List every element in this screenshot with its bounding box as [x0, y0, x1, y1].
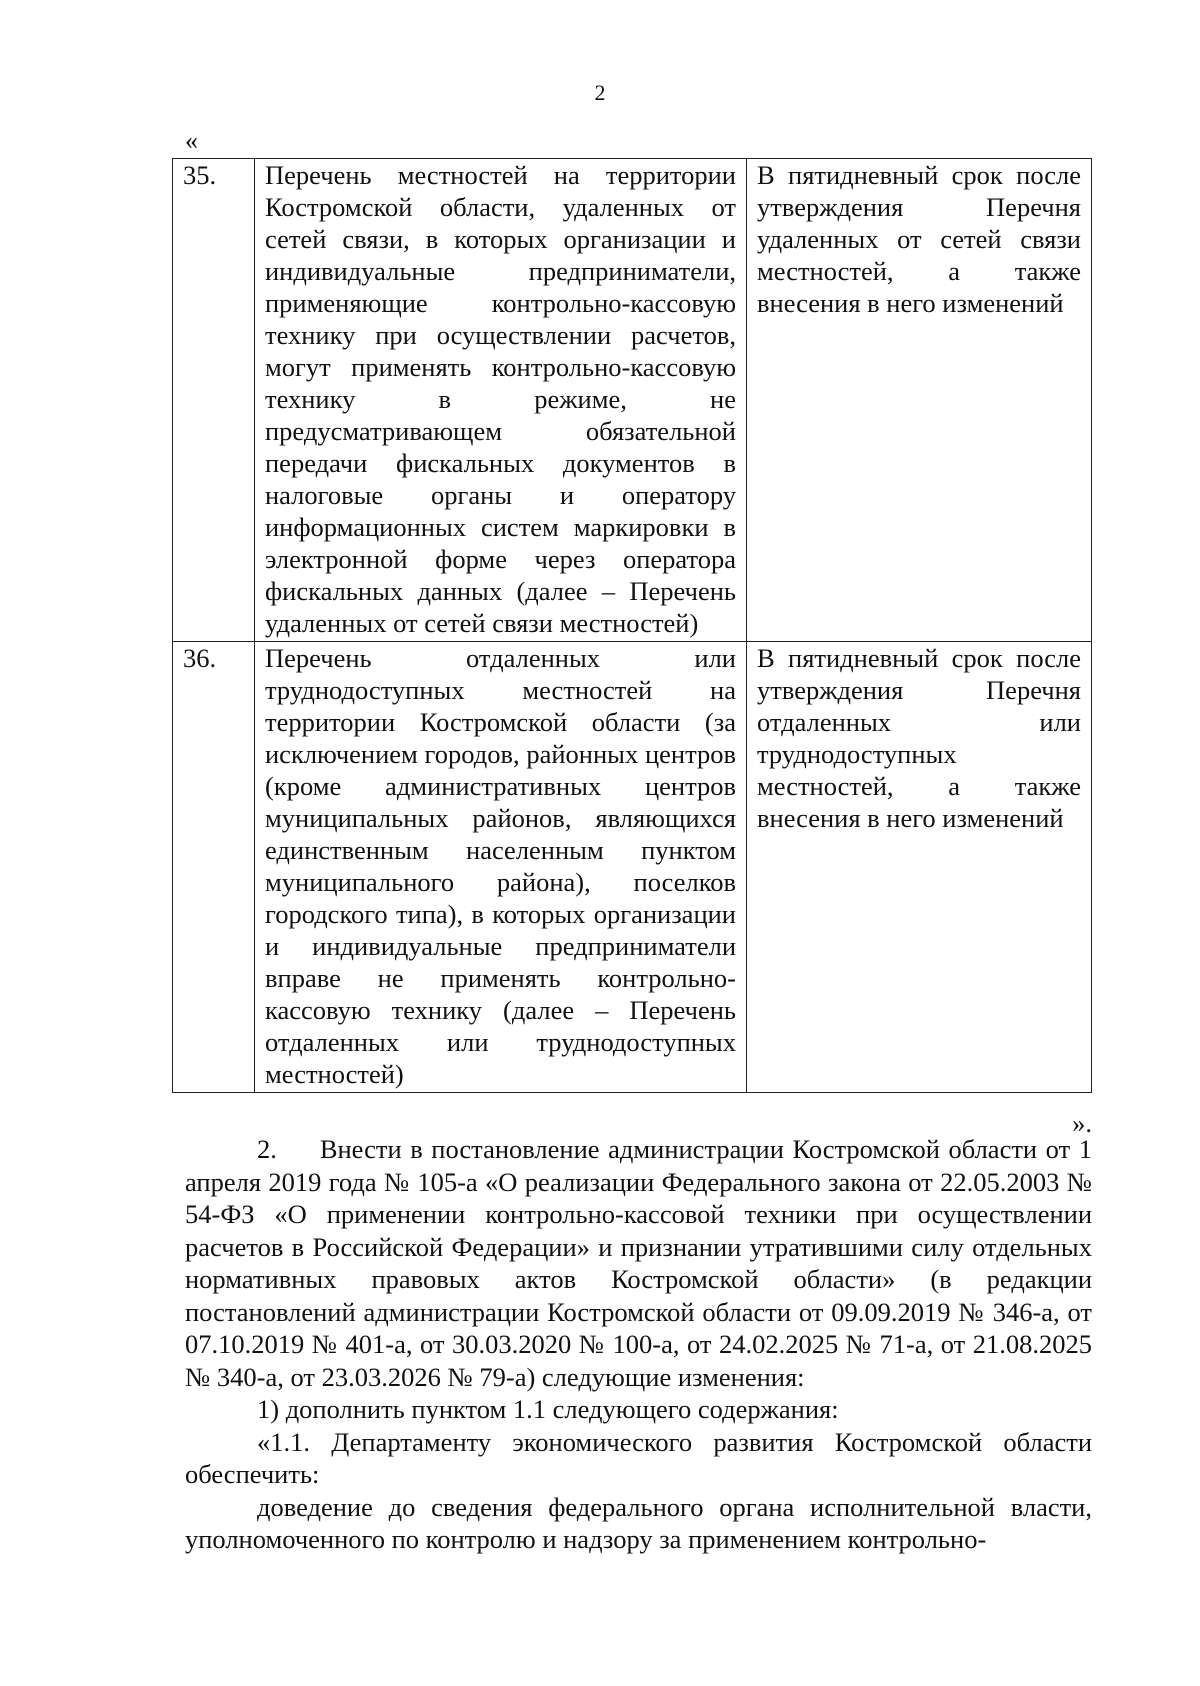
row-deadline: В пятидневный срок после утверждения Перечня отдаленных или труднодоступных местностей, а также внесения в него изменений — [747, 642, 1092, 1093]
table-opening-quote: « — [185, 126, 198, 155]
table-row — [173, 159, 1092, 642]
paragraph-continuation: доведение до сведения федерального органа исполнительной власти, уполномоченного по контролю и надзору за применением контрольно- — [185, 1491, 1092, 1554]
table-closing-quote: ». — [1072, 1108, 1092, 1138]
paragraph-amendment: 2. Внести в постановление администрации Костромской области от 1 апреля 2019 года № 105-а «О реализации Федерального закона от 22.05.2003 № 54-ФЗ «О применении контрольно-кассовой техники при осуществлении расчетов в Российской Федерации» и признании утратившими силу отдельных нормативных правовых актов Костромской области» (в редакции постановлений администрации Костромской области от 09.09.2019 № 346-а, от 07.10.2019 № 401-а, от 30.03.2020 № 100-а, от 24.02.2025 № 71-а, от 21.08.2025 № 340-а, от 23.03.2026 № 79-а) следующие изменения: — [185, 1134, 1092, 1392]
page-number: 2 — [594, 80, 606, 105]
paragraph-quoted-clause: «1.1. Департаменту экономического развития Костромской области обеспечить: — [185, 1426, 1092, 1489]
table-row — [173, 642, 1092, 1093]
paragraph-subitem: 1) дополнить пунктом 1.1 следующего содержания: — [257, 1394, 839, 1424]
row-number: 36. — [173, 642, 255, 1093]
row-number: 35. — [173, 159, 255, 642]
document-body — [185, 1133, 1092, 1556]
row-deadline: В пятидневный срок после утверждения Перечня удаленных от сетей связи местностей, а также внесения в него изменений — [747, 159, 1092, 642]
items-table — [172, 158, 1092, 1093]
row-item-name: Перечень отдаленных или труднодоступных местностей на территории Костромской области (за исключением городов, районных центров (кроме административных центров муниципальных районов, являющихся единственным населенным пунктом муниципального района), поселков городского типа), в которых организации и индивидуальные предприниматели вправе не применять контрольно-кассовую технику (далее – Перечень отдаленных или труднодоступных местностей) — [255, 642, 747, 1093]
row-item-name: Перечень местностей на территории Костромской области, удаленных от сетей связи, в которых организации и индивидуальные предприниматели, применяющие контрольно-кассовую технику при осуществлении расчетов, могут применять контрольно-кассовую технику в режиме, не предусматривающем обязательной передачи фискальных документов в налоговые органы и оператору информационных систем маркировки в электронной форме через оператора фискальных данных (далее – Перечень удаленных от сетей связи местностей) — [255, 159, 747, 642]
